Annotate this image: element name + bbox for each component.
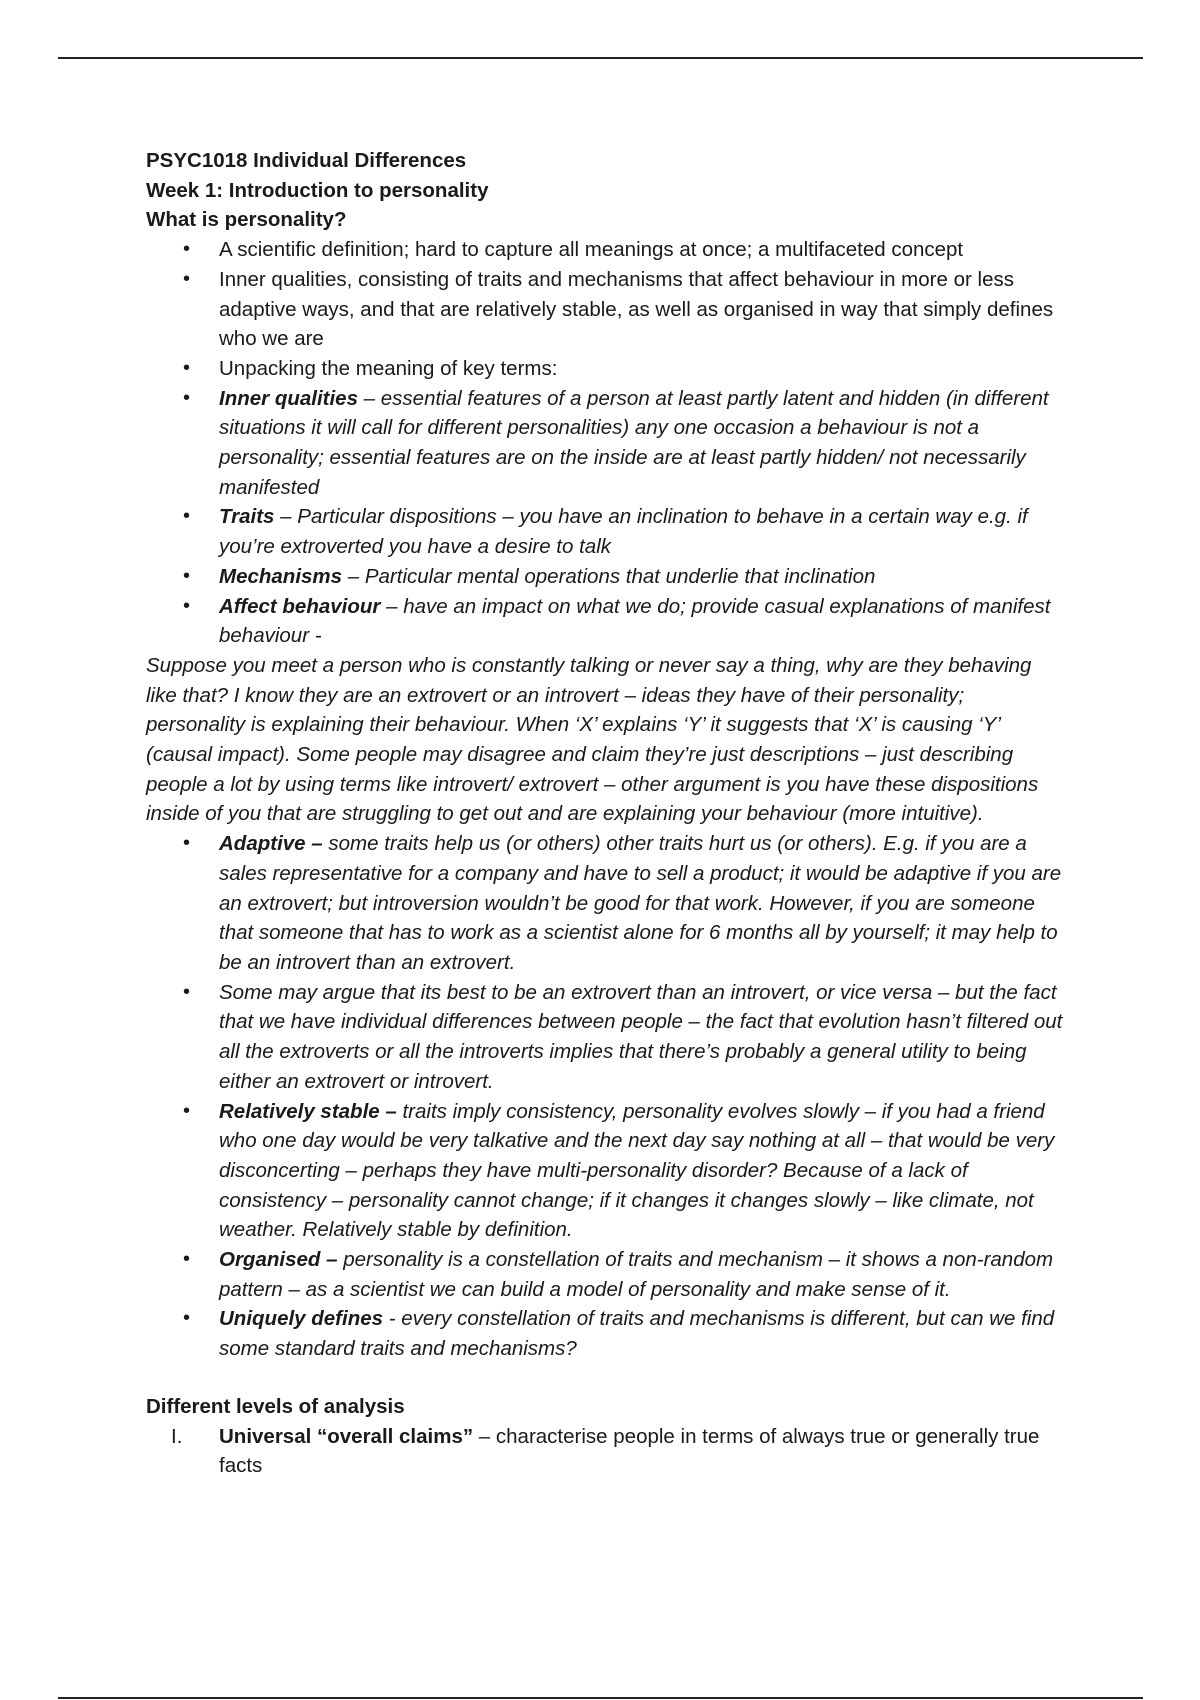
item-separator: – xyxy=(380,594,404,618)
item-text: Unpacking the meaning of key terms: xyxy=(219,356,558,380)
list-item xyxy=(146,502,1066,561)
week-title: Week 1: Introduction to personality xyxy=(146,178,489,202)
item-term: Mechanisms xyxy=(219,564,343,588)
section-heading-levels-of-analysis: Different levels of analysis xyxy=(146,1394,405,1418)
item-term: Universal “overall claims” xyxy=(219,1424,474,1448)
course-title: PSYC1018 Individual Differences xyxy=(146,149,467,172)
bullet-list-definition xyxy=(146,235,1066,651)
item-term: Inner qualities xyxy=(219,386,358,410)
list-item xyxy=(146,354,1066,384)
item-text: essential features of a person at least partly latent and hidden (in different situations it will call for different personalities) any one occasion a behaviour is not a personality; essential features are on the inside are at least partly hidden/ not necessarily manifested xyxy=(219,386,1049,499)
item-text: Inner qualities, consisting of traits and mechanisms that affect behaviour in more or less adaptive ways, and that are relatively stable, as well as organised in way that simply defines who we are xyxy=(219,267,1054,351)
list-item xyxy=(146,1304,1066,1363)
item-separator: – xyxy=(473,1424,496,1448)
item-text: every constellation of traits and mechanisms is different, but can we find some standard traits and mechanisms? xyxy=(219,1307,1055,1361)
document-body xyxy=(146,146,1066,1481)
item-term: Relatively stable – xyxy=(219,1099,397,1123)
section-spacer xyxy=(146,1364,1066,1392)
item-text: have an impact on what we do; provide casual explanations of manifest behaviour - xyxy=(219,594,1051,648)
item-term: Organised – xyxy=(219,1248,338,1272)
item-separator: – xyxy=(357,386,381,410)
list-item xyxy=(146,235,1066,265)
explanation-paragraph: Suppose you meet a person who is constantly talking or never say a thing, why are they behaving like that? I know they are an extrovert or an introvert – ideas they have of their personality; personality is explaining their behaviour. When ‘X’ explains ‘Y’ it suggests that ‘X’ is causing ‘Y’ (causal impact). Some people may disagree and claim they’re just descriptions – just describing people a lot by using terms like introvert/ extrovert – other argument is you have these dispositions inside of you that are struggling to get out and are explaining your behaviour (more intuitive). xyxy=(146,653,1039,826)
item-term: Traits xyxy=(219,505,275,529)
list-item xyxy=(146,265,1066,354)
item-text: Particular dispositions – you have an inclination to behave in a certain way e.g. if you’re extroverted you have a desire to talk xyxy=(219,505,1028,559)
levels-list xyxy=(146,1422,1066,1481)
item-text: traits imply consistency, personality evolves slowly – if you had a friend who one day would be very talkative and the next day say nothing at all – that would be very disconcerting – perhaps they have multi-personality disorder? Because of a lack of consistency – personality cannot change; if it changes it changes slowly – like climate, not weather. Relatively stable by definition. xyxy=(219,1099,1055,1242)
item-term: Affect behaviour xyxy=(219,594,381,618)
item-separator: - xyxy=(383,1307,402,1331)
item-text: Some may argue that its best to be an extrovert than an introvert, or vice versa – but the fact that we have individual differences between people – the fact that evolution hasn’t filtered out all the extroverts or all the introverts implies that there’s probably a general utility to being either an extrovert or introvert. xyxy=(219,980,1063,1093)
item-term: Adaptive – xyxy=(219,832,323,856)
section-heading-what-is-personality: What is personality? xyxy=(146,208,347,232)
item-text: Particular mental operations that underlie that inclination xyxy=(364,564,876,588)
item-text: A scientific definition; hard to capture all meanings at once; a multifaceted concept xyxy=(219,238,964,262)
list-item xyxy=(146,829,1066,978)
item-text: personality is a constellation of traits and mechanism – it shows a non-random pattern – as a scientist we can build a model of personality and make sense of it. xyxy=(219,1248,1054,1301)
list-item xyxy=(146,1097,1066,1246)
list-item xyxy=(146,978,1066,1097)
list-item xyxy=(146,1422,1066,1481)
item-term: Uniquely defines xyxy=(219,1307,384,1331)
item-numeral: I. xyxy=(171,1424,183,1448)
top-rule xyxy=(58,57,1143,59)
list-item xyxy=(146,562,1066,592)
bottom-rule xyxy=(58,1697,1143,1699)
item-separator: – xyxy=(342,564,365,588)
bullet-list-key-terms xyxy=(146,829,1066,1364)
list-item xyxy=(146,384,1066,503)
list-item xyxy=(146,592,1066,651)
list-item xyxy=(146,1245,1066,1304)
item-text: characterise people in terms of always true or generally true facts xyxy=(219,1424,1040,1478)
item-text: some traits help us (or others) other traits hurt us (or others). E.g. if you are a sales representative for a company and have to sell a product; it would be adaptive if you are an extrovert; but introversion wouldn’t be good for that work. However, if you are someone that someone that has to work as a scientist alone for 6 months all by yourself; it may help to be an introvert than an extrovert. xyxy=(219,832,1062,974)
item-separator: – xyxy=(274,505,298,529)
